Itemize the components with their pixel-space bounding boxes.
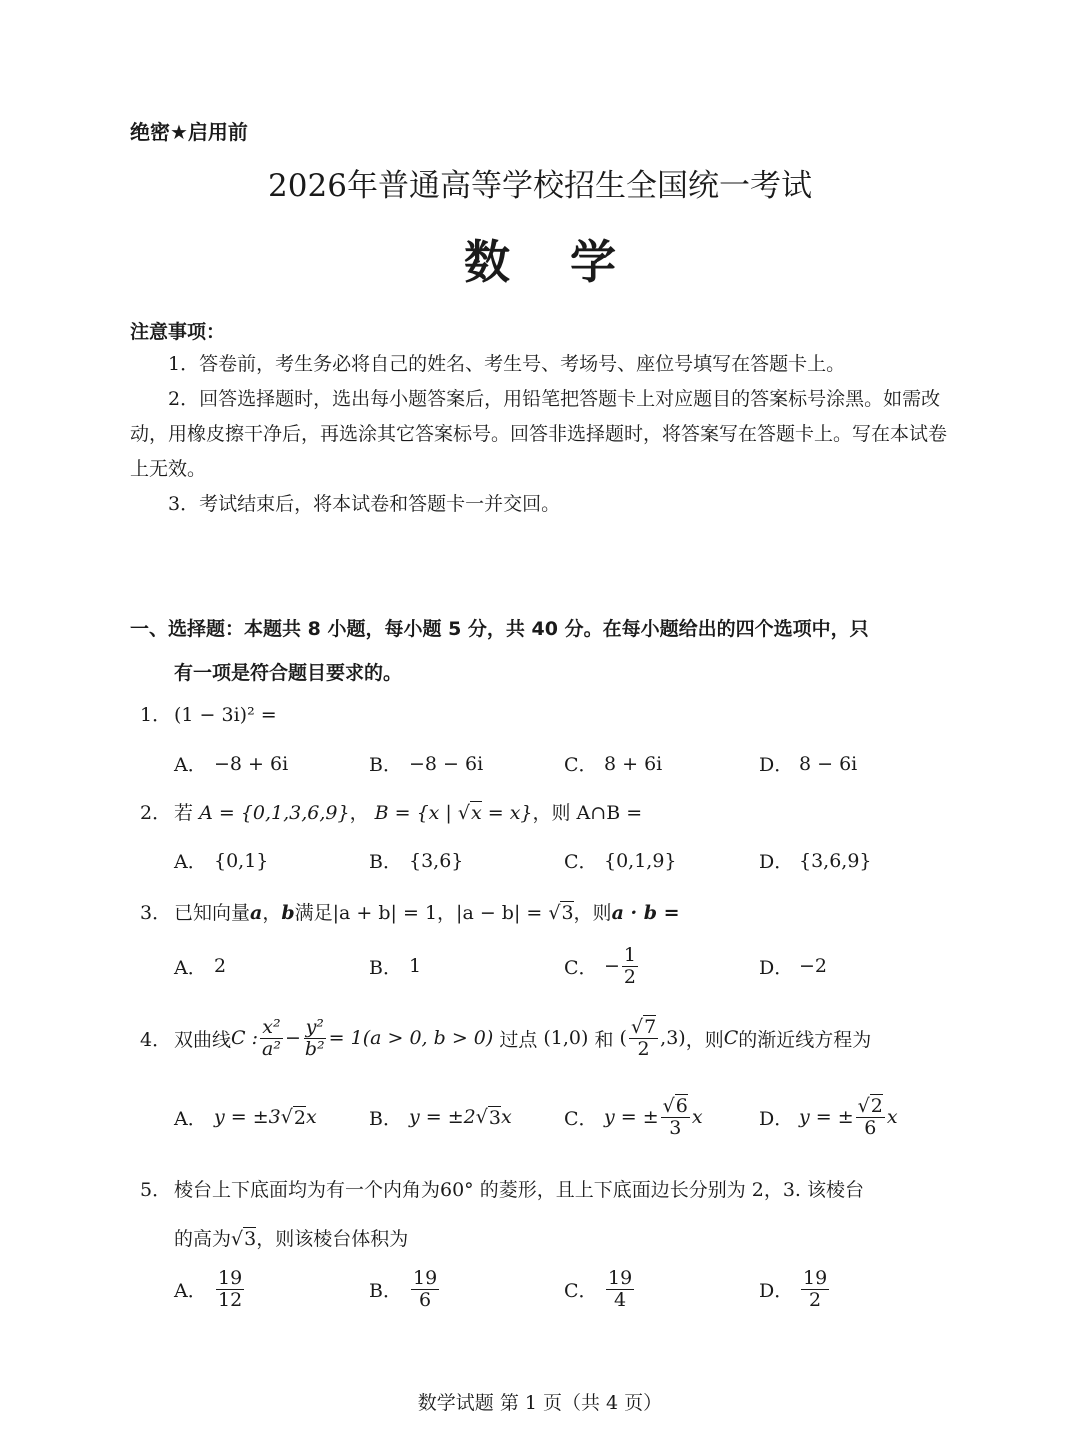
question-3: 3． 已知向量a，b满足|a + b| = 1，|a − b| = √3，则a · b =: [140, 898, 680, 925]
fraction: [303, 1017, 327, 1060]
question-number: 2．: [140, 802, 172, 824]
option-label: D．: [759, 851, 794, 873]
vector-a: a: [250, 902, 263, 924]
option-label: A．: [174, 754, 207, 776]
option-label: A．: [174, 956, 207, 979]
radicand: x: [470, 802, 482, 824]
radicand: 2: [870, 1095, 883, 1117]
question-text: ，: [262, 902, 282, 924]
curve-name: C: [723, 1027, 739, 1050]
question-text: ，则: [573, 902, 612, 924]
question-number: 1．: [140, 704, 172, 726]
option-label: D．: [759, 1279, 794, 1302]
question-number: 5．: [140, 1179, 172, 1201]
option-b: [369, 945, 564, 988]
option-label: D．: [759, 754, 794, 776]
question-4-options: [174, 1096, 954, 1139]
option-label: D．: [759, 956, 794, 979]
option-label: B．: [369, 956, 402, 979]
option-b: [369, 847, 564, 874]
option-c: [564, 1096, 759, 1139]
question-text: 的高为: [174, 1228, 232, 1250]
option-c: [564, 945, 759, 988]
option-d: [759, 1096, 954, 1139]
option-label: A．: [174, 1107, 207, 1130]
question-1-options: [174, 750, 954, 777]
section-heading: [130, 607, 950, 695]
note-item: 1．答卷前，考生务必将自己的姓名、考生号、考场号、座位号填写在答题卡上。: [168, 353, 846, 375]
radicand: 3: [561, 902, 574, 924]
confidential-label: 绝密★启用前: [130, 120, 248, 144]
option-label: B．: [369, 851, 402, 873]
question-text: ，: [349, 802, 369, 824]
option-text: −8 − 6i: [409, 752, 484, 775]
numerator: 19: [803, 1267, 828, 1289]
section-line-1: 一、选择题：本题共 8 小题，每小题 5 分，共 40 分。在每小题给出的四个选项中，只: [130, 618, 869, 640]
question-4: [140, 1017, 871, 1060]
set-b: B = {x |: [374, 802, 458, 824]
exam-title: 2026年普通高等学校招生全国统一考试: [268, 168, 812, 204]
option-a: [174, 750, 369, 777]
numerator: 19: [608, 1267, 633, 1289]
option-label: C．: [564, 754, 598, 776]
fraction: [622, 945, 638, 988]
numerator: 1: [623, 944, 637, 966]
option-d: [759, 750, 954, 777]
curve-name: C :: [231, 1027, 258, 1050]
fraction: [801, 1268, 829, 1311]
page-footer: 数学试题 第 1 页（共 4 页）: [417, 1392, 663, 1414]
denominator: a²: [262, 1037, 281, 1060]
point-1: (1,0): [543, 1027, 589, 1050]
question-text: 若: [174, 802, 194, 824]
option-label: A．: [174, 851, 207, 873]
question-1: [140, 700, 277, 727]
subject-title: 数学: [464, 235, 676, 289]
radicand: 3: [488, 1106, 501, 1129]
question-text: 已知向量: [174, 902, 251, 924]
operator: −: [284, 1027, 301, 1050]
option-text: {0,1}: [214, 849, 269, 872]
note-item: 2．回答选择题时，选出每小题答案后，用铅笔把答题卡上对应题目的答案标号涂黑。如需改动，用橡皮擦干净后，再选涂其它答案标号。回答非选择题时，将答案写在答题卡上。写在本试卷上无效。: [130, 388, 948, 480]
dot-product: a · b =: [611, 902, 680, 924]
question-text: ，则该棱台体积为: [256, 1228, 409, 1250]
option-d: [759, 945, 954, 988]
variable: x: [691, 1106, 703, 1129]
denominator: 6: [419, 1288, 432, 1311]
note-item: 3．考试结束后，将本试卷和答题卡一并交回。: [168, 493, 561, 515]
question-text: 的渐近线方程为: [738, 1028, 872, 1051]
option-d: [759, 847, 954, 874]
fraction: $\frac{√2}{6}$: [857, 1095, 883, 1139]
option-a: [174, 847, 369, 874]
option-text: −: [604, 955, 620, 978]
option-text: y = ±: [604, 1106, 659, 1129]
radicand: 2: [293, 1106, 306, 1129]
option-text: 8 + 6i: [604, 752, 663, 775]
option-label: A．: [174, 1279, 207, 1302]
denominator: 6: [864, 1116, 877, 1139]
numerator: 19: [218, 1267, 243, 1289]
question-text: 和: [594, 1028, 614, 1051]
question-text: ，则: [685, 1028, 724, 1051]
set-a: A = {0,1,3,6,9}: [199, 802, 350, 824]
option-text: y = ±: [799, 1106, 854, 1129]
fraction: $\frac{√7}{2}$: [630, 1016, 657, 1060]
question-text: 棱台上下底面均为有一个内角为60° 的菱形，且上下底面边长分别为 2，3. 该棱台: [174, 1179, 865, 1201]
denominator: 3: [669, 1116, 682, 1139]
variable: x: [305, 1106, 317, 1129]
point-2: (: [619, 1027, 627, 1050]
option-b: [369, 1268, 564, 1311]
section-line-2: 有一项是符合题目要求的。: [174, 662, 403, 684]
question-text: 满足: [294, 902, 333, 924]
option-text: y = ±3: [214, 1106, 281, 1129]
option-a: [174, 945, 369, 988]
notes-heading: 注意事项：: [130, 321, 226, 343]
option-text: {3,6,9}: [799, 849, 872, 872]
vector-b: b: [281, 902, 295, 924]
fraction: [411, 1268, 439, 1311]
option-b: B． y = ±2 √ 3 x: [369, 1096, 564, 1139]
equation-tail: = 1(a > 0, b > 0): [328, 1027, 494, 1050]
option-text: 8 − 6i: [799, 752, 858, 775]
option-c: [564, 750, 759, 777]
option-label: B．: [369, 1279, 402, 1302]
variable: x: [886, 1106, 898, 1129]
option-text: {3,6}: [409, 849, 464, 872]
question-text: 双曲线: [174, 1028, 232, 1051]
question-text: ，则 A∩B =: [532, 802, 643, 824]
set-b: = x}: [481, 802, 533, 824]
question-5-line-2: 的高为√3，则该棱台体积为: [174, 1228, 409, 1250]
question-text: 过点: [499, 1028, 538, 1051]
denominator: 4: [614, 1288, 627, 1311]
question-number: 4．: [140, 1028, 172, 1051]
option-label: B．: [369, 1107, 402, 1130]
option-text: y = ±2: [409, 1106, 476, 1129]
fraction: [606, 1268, 634, 1311]
fraction: $\frac{√6}{3}$: [662, 1095, 688, 1139]
denominator: b²: [304, 1037, 325, 1060]
radicand: 7: [644, 1016, 657, 1038]
fraction: [260, 1017, 283, 1060]
numerator: y²: [305, 1016, 324, 1038]
point-2: ,3): [660, 1027, 686, 1050]
question-5-options: [174, 1268, 954, 1311]
option-d: [759, 1268, 954, 1311]
option-text: {0,1,9}: [604, 849, 677, 872]
denominator: 2: [809, 1288, 822, 1311]
radicand: 3: [244, 1228, 257, 1250]
option-a: A． y = ±3 √ 2 x: [174, 1096, 369, 1139]
option-b: [369, 750, 564, 777]
question-stem: (1 − 3i)² =: [174, 704, 277, 726]
condition-2: |a − b| =: [456, 902, 549, 924]
question-2: 2． 若 A = {0,1,3,6,9}， B = {x | √x = x}，则 A∩B =: [140, 798, 642, 825]
option-text: −8 + 6i: [214, 752, 289, 775]
question-2-options: [174, 847, 954, 874]
option-c: [564, 1268, 759, 1311]
radicand: 6: [675, 1095, 688, 1117]
option-label: D．: [759, 1107, 794, 1130]
option-text: 1: [409, 955, 422, 978]
denominator: 2: [637, 1037, 650, 1060]
option-label: C．: [564, 1107, 598, 1130]
notes-list: [130, 347, 960, 522]
fraction: [216, 1268, 244, 1311]
option-label: C．: [564, 851, 598, 873]
question-3-options: [174, 945, 954, 988]
question-number: 3．: [140, 902, 172, 924]
option-text: 2: [214, 955, 227, 978]
denominator: 2: [623, 965, 637, 988]
option-c: [564, 847, 759, 874]
option-text: −2: [799, 955, 828, 978]
option-label: C．: [564, 956, 598, 979]
numerator: x²: [262, 1016, 281, 1038]
option-a: [174, 1268, 369, 1311]
condition-1: |a + b| = 1，: [332, 902, 457, 924]
option-label: B．: [369, 754, 402, 776]
variable: x: [500, 1106, 512, 1129]
numerator: 19: [413, 1267, 438, 1289]
option-label: C．: [564, 1279, 598, 1302]
denominator: 12: [218, 1288, 243, 1311]
question-5: [140, 1175, 864, 1202]
